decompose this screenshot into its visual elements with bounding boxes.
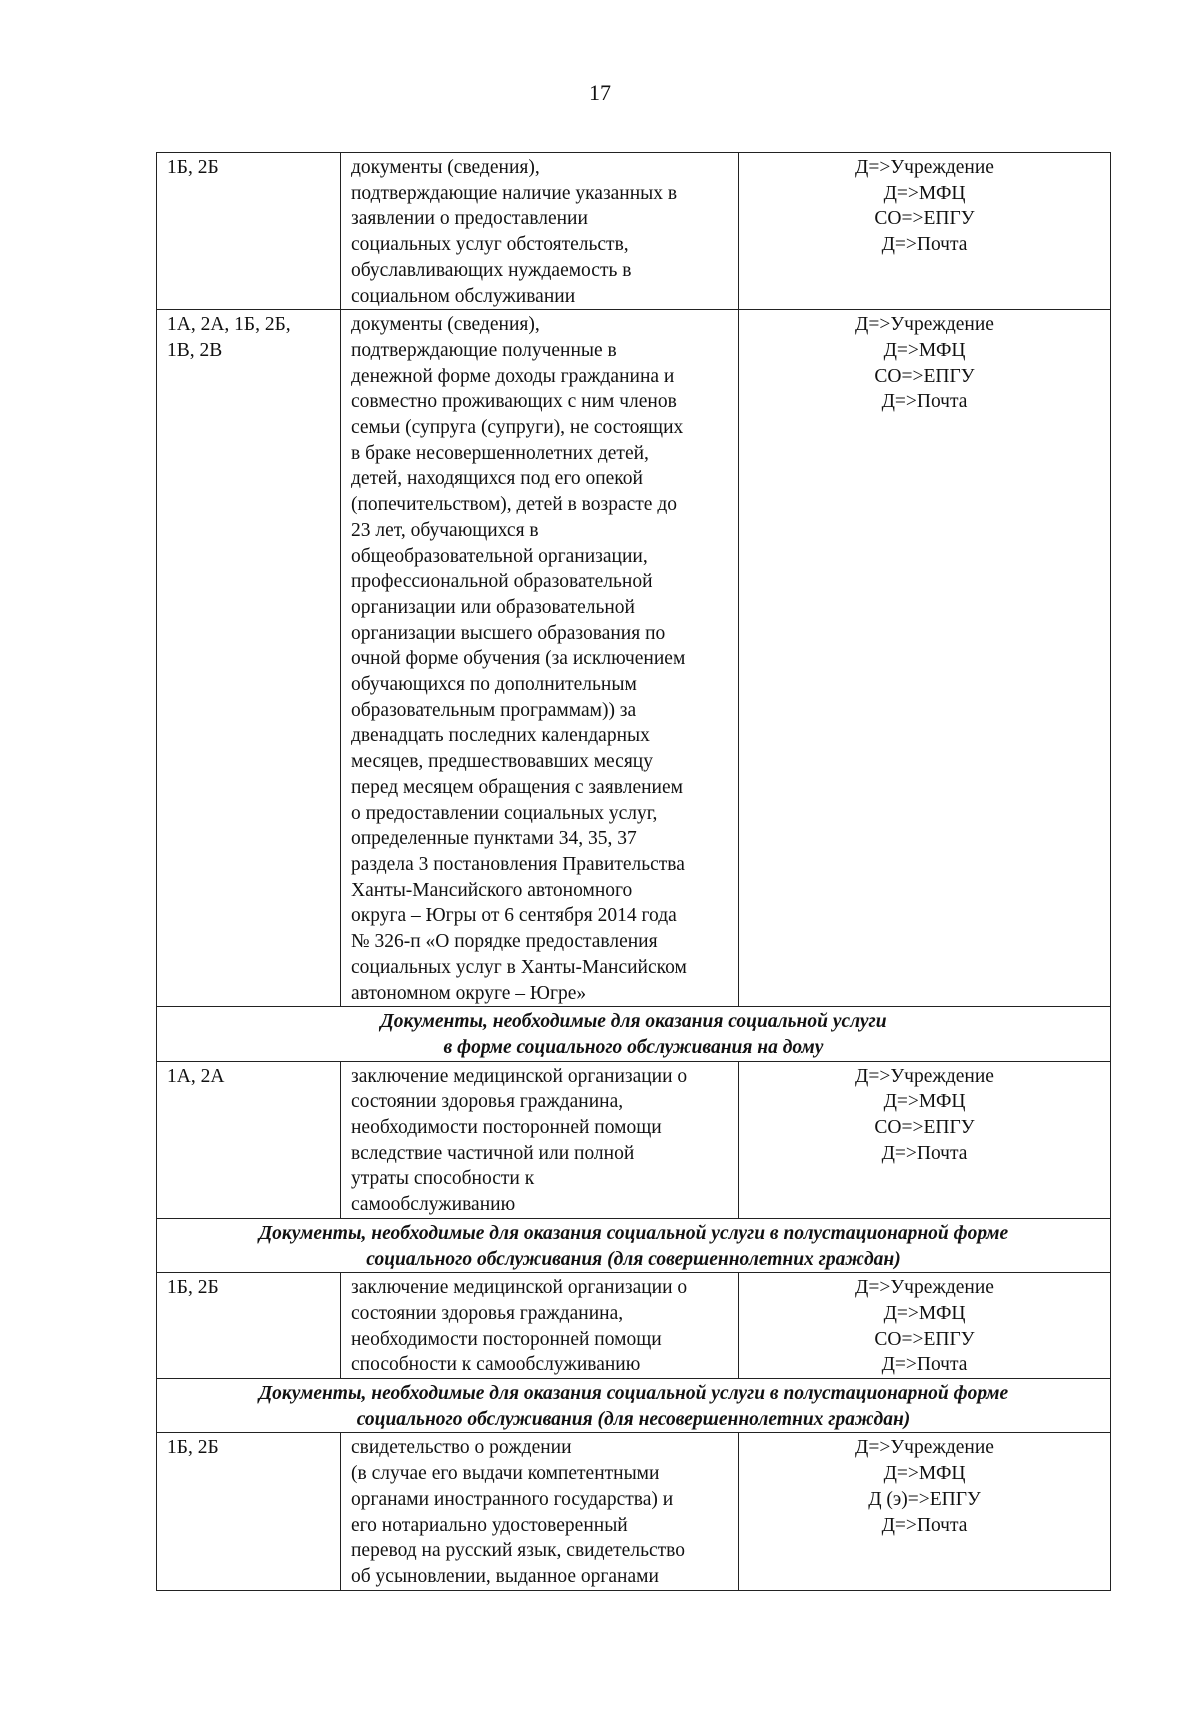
document-description-line: самообслуживанию [351,1194,516,1216]
document-description-line: об усыновлении, выданное органами [351,1565,659,1587]
submission-method-line: Д=>Учреждение [855,1437,994,1459]
submission-method-line: СО=>ЕПГУ [874,365,975,387]
document-description-line: определенные пунктами 34, 35, 37 [351,828,637,850]
section-heading [157,1379,1111,1433]
document-description-line: образовательным программам)) за [351,699,637,721]
section-heading-line: Документы, необходимые для оказания социальной услуги [380,1011,887,1033]
document-description-line: Ханты-Мансийского автономного [351,879,633,901]
document-description-line: очной форме обучения (за исключением [351,648,686,670]
submission-method-line: Д=>МФЦ [883,339,966,361]
table-row [157,1061,1111,1218]
document-description-line: совместно проживающих с ним членов [351,391,677,413]
document-description-line: (попечительством), детей в возрасте до [351,494,677,516]
document-description-line: в браке несовершеннолетних детей, [351,442,649,464]
submission-method-cell [739,310,1111,1007]
submission-method-line: Д=>Почта [881,1142,968,1164]
document-description-line: месяцев, предшествовавших месяцу [351,751,653,773]
applicant-category-cell [157,1273,341,1379]
document-description-line: двенадцать последних календарных [351,725,650,747]
document-description-line: документы (сведения), [351,157,540,178]
submission-method-line: Д=>Почта [881,1354,968,1376]
submission-method-cell [739,1061,1111,1218]
table-row [157,1273,1111,1379]
category-code-line: 1В, 2В [167,339,223,361]
applicant-category-cell [157,153,341,310]
submission-method-line: Д=>Учреждение [855,1065,994,1087]
document-description-line: социальном обслуживании [351,285,576,307]
document-description-line: органами иностранного государства) и [351,1488,674,1510]
applicant-category-cell [157,1061,341,1218]
document-description-line: заявлении о предоставлении [351,208,588,230]
document-description-line: подтверждающие наличие указанных в [351,182,678,204]
category-code-line: 1А, 2А [167,1065,225,1087]
section-heading [157,1218,1111,1272]
document-description-cell [341,310,739,1007]
documents-table [156,152,1111,1591]
document-description-line: общеобразовательной организации, [351,545,648,567]
document-description-line: № 326-п «О порядке предоставления [351,931,658,953]
submission-method-line: Д=>МФЦ [883,1463,966,1485]
document-description-line: перевод на русский язык, свидетельство [351,1540,685,1562]
document-description-line: о предоставлении социальных услуг, [351,802,658,824]
document-description-line: утраты способности к [351,1168,535,1190]
section-heading-row [157,1379,1111,1433]
submission-method-line: Д=>Почта [881,1514,968,1536]
applicant-category-cell [157,310,341,1007]
document-description-line: профессиональной образовательной [351,571,653,593]
table-row [157,153,1111,310]
submission-method-line: Д=>МФЦ [883,182,966,204]
category-code-line: 1Б, 2Б [167,1277,219,1299]
submission-method-line: Д=>Учреждение [855,314,994,336]
document-description-line: его нотариально удостоверенный [351,1514,628,1536]
submission-method-cell [739,1273,1111,1379]
document-description-line: состоянии здоровья гражданина, [351,1302,624,1324]
document-description-line: обуславливающих нуждаемость в [351,259,632,281]
table-row [157,1433,1111,1590]
submission-method-line: Д (э)=>ЕПГУ [868,1488,981,1510]
document-description-line: организации или образовательной [351,596,635,618]
document-description-line: перед месяцем обращения с заявлением [351,776,683,798]
category-code-line: 1Б, 2Б [167,157,219,178]
documents-table-body [157,153,1111,1591]
document-description-line: автономном округе – Югре» [351,982,587,1004]
section-heading-line: в форме социального обслуживания на дому [443,1036,824,1058]
document-description-line: вследствие частичной или полной [351,1142,635,1164]
section-heading-line: Документы, необходимые для оказания социальной услуги в полустационарной форме [258,1383,1009,1405]
category-code-line: 1А, 2А, 1Б, 2Б, [167,314,291,336]
section-heading-line: Документы, необходимые для оказания социальной услуги в полустационарной форме [258,1222,1009,1244]
document-description-line: необходимости посторонней помощи [351,1117,662,1139]
document-description-line: заключение медицинской организации о [351,1065,688,1087]
document-description-line: способности к самообслуживанию [351,1354,641,1376]
document-description-line: социальных услуг в Ханты-Мансийском [351,956,687,978]
document-description-cell [341,1061,739,1218]
document-description-line: денежной форме доходы гражданина и [351,365,675,387]
document-description-cell [341,1273,739,1379]
document-description-line: 23 лет, обучающихся в [351,519,539,541]
section-heading-row [157,1007,1111,1061]
document-description-cell [341,1433,739,1590]
document-description-line: необходимости посторонней помощи [351,1328,662,1350]
section-heading-line: социального обслуживания (для совершеннолетних граждан) [366,1248,901,1270]
submission-method-line: Д=>Учреждение [855,1277,994,1299]
submission-method-line: СО=>ЕПГУ [874,1328,975,1350]
document-description-line: детей, находящихся под его опекой [351,468,643,490]
submission-method-line: Д=>МФЦ [883,1302,966,1324]
submission-method-line: Д=>Почта [881,234,968,256]
submission-method-line: Д=>Почта [881,391,968,413]
document-description-line: социальных услуг обстоятельств, [351,234,629,256]
document-description-cell [341,153,739,310]
document-description-line: организации высшего образования по [351,622,666,644]
submission-method-cell [739,1433,1111,1590]
submission-method-line: СО=>ЕПГУ [874,1117,975,1139]
submission-method-line: СО=>ЕПГУ [874,208,975,230]
document-description-line: округа – Югры от 6 сентября 2014 года [351,905,677,927]
applicant-category-cell [157,1433,341,1590]
document-description-line: свидетельство о рождении [351,1437,572,1459]
document-description-line: семьи (супруга (супруги), не состоящих [351,417,684,439]
document-description-line: раздела 3 постановления Правительства [351,853,685,875]
section-heading-line: социального обслуживания (для несовершеннолетних граждан) [356,1408,911,1430]
document-description-line: (в случае его выдачи компетентными [351,1463,660,1485]
category-code-line: 1Б, 2Б [167,1437,219,1459]
document-description-line: заключение медицинской организации о [351,1277,688,1299]
section-heading-row [157,1218,1111,1272]
document-description-line: обучающихся по дополнительным [351,674,637,696]
submission-method-line: Д=>МФЦ [883,1091,966,1113]
page-number: 17 [589,80,611,105]
table-row [157,310,1111,1007]
document-description-line: состоянии здоровья гражданина, [351,1091,624,1113]
submission-method-cell [739,153,1111,310]
section-heading [157,1007,1111,1061]
document-description-line: документы (сведения), [351,314,540,336]
document-description-line: подтверждающие полученные в [351,339,617,361]
submission-method-line: Д=>Учреждение [855,157,994,178]
